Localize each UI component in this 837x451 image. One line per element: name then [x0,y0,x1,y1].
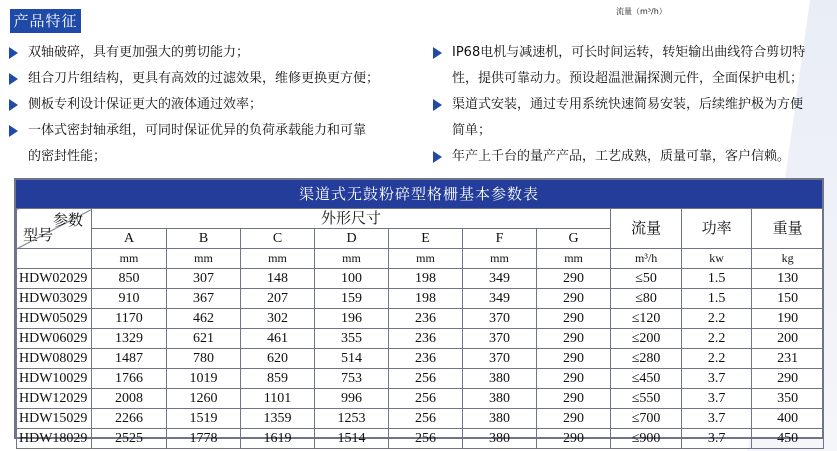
feature-line [9,66,414,92]
value-cell: 207 [241,289,315,309]
value-cell: 290 [537,349,611,369]
triangle-bullet-icon [9,47,18,59]
value-cell: 1170 [92,309,167,329]
value-cell: 150 [752,289,824,309]
feature-line [433,66,837,92]
value-cell: 859 [241,369,315,389]
value-cell: 1766 [92,369,167,389]
model-cell: HDW02029 [17,269,92,289]
model-cell: HDW18029 [17,429,92,449]
triangle-bullet-icon [9,73,18,85]
feature-text: 渠道式安装，通过专用系统快速简易安装，后续维护极为方便 [452,97,804,112]
value-cell: 1.5 [682,269,752,289]
value-cell: 3.7 [682,389,752,409]
value-cell: 290 [537,309,611,329]
value-cell: 3.7 [682,409,752,429]
value-cell: 148 [241,269,315,289]
value-cell: ≤50 [611,269,682,289]
unit-row [17,249,824,269]
table-row [17,389,824,409]
unit-cell: mm [241,249,315,269]
corner-bottom-label: 型号 [23,226,54,244]
model-cell: HDW03029 [17,289,92,309]
value-cell: 462 [167,309,241,329]
value-cell: 236 [389,329,463,349]
value-cell: 380 [463,429,537,449]
value-cell: 290 [537,269,611,289]
value-cell: 1519 [167,409,241,429]
value-cell: ≤120 [611,309,682,329]
value-cell: 621 [167,329,241,349]
value-cell: 910 [92,289,167,309]
unit-cell: kw [682,249,752,269]
dim-col-C: C [241,229,315,249]
dim-col-B: B [167,229,241,249]
value-cell: 753 [315,369,389,389]
value-cell: 2266 [92,409,167,429]
value-cell: 198 [389,269,463,289]
value-cell: ≤280 [611,349,682,369]
table-row [17,329,824,349]
value-cell: 307 [167,269,241,289]
table-row [17,269,824,289]
value-cell: 290 [537,369,611,389]
flow-header: 流量 [611,209,682,249]
value-cell: 2525 [92,429,167,449]
value-cell: ≤80 [611,289,682,309]
feature-line [433,118,837,144]
value-cell: ≤450 [611,369,682,389]
unit-cell: mm [315,249,389,269]
value-cell: 450 [752,429,824,449]
power-header: 功率 [682,209,752,249]
feature-column-right [433,40,837,170]
value-cell: 2.2 [682,329,752,349]
feature-text: 年产上千台的量产产品，工艺成熟，质量可靠，客户信赖。 [452,149,791,164]
triangle-bullet-icon [9,125,18,137]
value-cell: 620 [241,349,315,369]
value-cell: 196 [315,309,389,329]
feature-text: 简单； [452,123,492,138]
value-cell: 400 [752,409,824,429]
dim-col-E: E [389,229,463,249]
value-cell: ≤550 [611,389,682,409]
unit-cell: kg [752,249,824,269]
unit-cell: mm [463,249,537,269]
value-cell: 200 [752,329,824,349]
model-cell: HDW06029 [17,329,92,349]
value-cell: 461 [241,329,315,349]
feature-column-left [9,40,414,170]
feature-text: 一体式密封轴承组，可同时保证优异的负荷承载能力和可靠 [28,123,367,138]
value-cell: 370 [463,309,537,329]
dim-col-G: G [537,229,611,249]
value-cell: 1019 [167,369,241,389]
model-cell: HDW05029 [17,309,92,329]
value-cell: 349 [463,269,537,289]
value-cell: 198 [389,289,463,309]
value-cell: ≤200 [611,329,682,349]
value-cell: 850 [92,269,167,289]
unit-cell: mm [389,249,463,269]
value-cell: 290 [752,369,824,389]
feature-line [433,92,837,118]
model-cell: HDW08029 [17,349,92,369]
value-cell: 231 [752,349,824,369]
value-cell: 1487 [92,349,167,369]
value-cell: 290 [537,409,611,429]
feature-text: 组合刀片组结构，更具有高效的过滤效果，维修更换更方便； [28,71,380,86]
value-cell: 1253 [315,409,389,429]
feature-line [433,144,837,170]
feature-text: 侧板专利设计保证更大的液体通过效率； [28,97,263,112]
value-cell: 370 [463,329,537,349]
feature-line [9,92,414,118]
value-cell: 302 [241,309,315,329]
value-cell: ≤900 [611,429,682,449]
table-corner-header [17,209,92,249]
value-cell: 256 [389,369,463,389]
value-cell: 236 [389,349,463,369]
dim-col-D: D [315,229,389,249]
value-cell: 1359 [241,409,315,429]
unit-cell: m³/h [611,249,682,269]
value-cell: 256 [389,409,463,429]
value-cell: 1.5 [682,289,752,309]
feature-line [9,118,414,144]
table-title: 渠道式无鼓粉碎型格栅基本参数表 [16,180,822,208]
unit-cell: mm [537,249,611,269]
corner-top-label: 参数 [52,211,83,229]
unit-cell: mm [92,249,167,269]
feature-text: 双轴破碎，具有更加强大的剪切能力； [28,45,250,60]
value-cell: 367 [167,289,241,309]
value-cell: 780 [167,349,241,369]
table-row [17,309,824,329]
parameter-table-panel [14,178,824,446]
value-cell: 2008 [92,389,167,409]
dim-col-A: A [92,229,167,249]
value-cell: 100 [315,269,389,289]
value-cell: 996 [315,389,389,409]
value-cell: 190 [752,309,824,329]
value-cell: 256 [389,389,463,409]
weight-header: 重量 [752,209,824,249]
model-cell: HDW10029 [17,369,92,389]
value-cell: 1260 [167,389,241,409]
top-note: 流量（m³/h） [616,7,667,16]
triangle-bullet-icon [433,47,442,59]
value-cell: 130 [752,269,824,289]
table-row [17,429,824,449]
value-cell: 349 [463,289,537,309]
model-cell: HDW12029 [17,389,92,409]
table-body [17,269,824,449]
triangle-bullet-icon [9,99,18,111]
value-cell: 355 [315,329,389,349]
value-cell: 370 [463,349,537,369]
dim-col-F: F [463,229,537,249]
feature-text: IP68电机与减速机，可长时间运转，转矩输出曲线符合剪切特 [452,45,806,60]
value-cell: 514 [315,349,389,369]
value-cell: 1778 [167,429,241,449]
parameter-table [16,208,824,449]
table-row [17,369,824,389]
value-cell: 236 [389,309,463,329]
unit-cell: mm [167,249,241,269]
value-cell: 1514 [315,429,389,449]
value-cell: 3.7 [682,429,752,449]
feature-text: 的密封性能； [28,149,107,164]
feature-line [433,40,837,66]
unit-spacer [17,249,92,269]
triangle-bullet-icon [433,151,442,163]
table-row [17,349,824,369]
triangle-bullet-icon [433,99,442,111]
value-cell: 3.7 [682,369,752,389]
value-cell: 380 [463,369,537,389]
feature-line [9,144,414,170]
value-cell: 159 [315,289,389,309]
model-cell: HDW15029 [17,409,92,429]
value-cell: 256 [389,429,463,449]
value-cell: 2.2 [682,349,752,369]
value-cell: 290 [537,429,611,449]
value-cell: 2.2 [682,309,752,329]
value-cell: 290 [537,289,611,309]
value-cell: 380 [463,389,537,409]
value-cell: 290 [537,389,611,409]
value-cell: ≤700 [611,409,682,429]
dimensions-header: 外形尺寸 [92,209,611,229]
value-cell: 350 [752,389,824,409]
value-cell: 380 [463,409,537,429]
feature-text: 性，提供可靠动力。预设超温泄漏探测元件，全面保护电机； [452,71,804,86]
value-cell: 1619 [241,429,315,449]
table-row [17,409,824,429]
value-cell: 1329 [92,329,167,349]
value-cell: 1101 [241,389,315,409]
table-row [17,289,824,309]
feature-line [9,40,414,66]
value-cell: 290 [537,329,611,349]
section-title: 产品特征 [10,9,81,33]
